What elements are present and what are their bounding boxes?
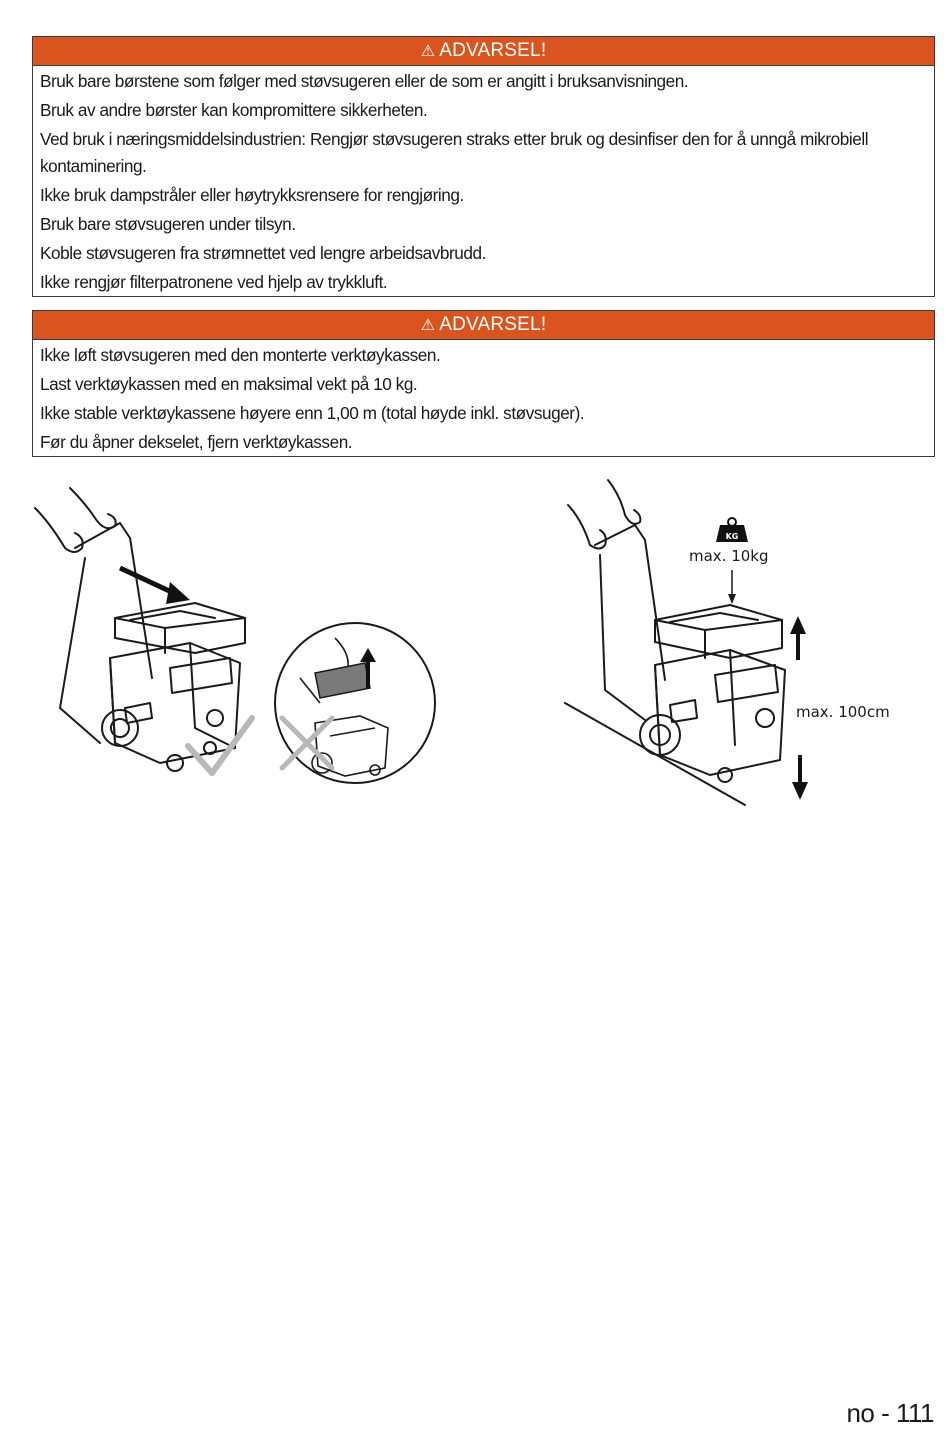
warning-list-2 [33,340,934,456]
max-weight-label: max. 10kg [689,547,769,565]
warning-triangle-icon: ⚠ [420,317,436,334]
max-height-label: max. 100cm [796,703,890,721]
page-number: no - 111 [846,1398,934,1428]
weight-icon-label: KG [725,532,739,541]
warning-title-2: ADVARSEL! [439,314,547,335]
warning-item: Ikke bruk dampstråler eller høytrykksrensere for rengjøring. [40,185,464,205]
warning-item: Bruk bare børstene som følger med støvsugeren eller de som er angitt i bruksanvisningen. [40,71,689,91]
check-mark-icon [188,718,252,773]
warning-list-1 [33,66,934,296]
warning-item: Ikke rengjør filterpatronene ved hjelp av trykkluft. [40,272,388,292]
warning-header-2 [33,311,934,340]
warning-item: Koble støvsugeren fra strømnettet ved lengre arbeidsavbrudd. [40,243,486,263]
warning-item: Ikke stable verktøykassene høyere enn 1,00 m (total høyde inkl. støvsuger). [40,403,585,423]
warning-item: Før du åpner dekselet, fjern verktøykassen. [40,432,353,452]
vacuum-push-illustration [30,478,440,788]
warning-triangle-icon: ⚠ [420,43,436,60]
vacuum-limits-illustration [560,470,940,815]
warning-item: Ikke løft støvsugeren med den monterte verktøykassen. [40,345,441,365]
warning-item: Ved bruk i næringsmiddelsindustrien: Rengjør støvsugeren straks etter bruk og desinfiser den for å unngå mikrobiell kontaminering. [40,129,869,176]
warning-box-1 [32,36,935,297]
warning-item: Bruk av andre børster kan kompromittere sikkerheten. [40,100,428,120]
warning-item: Last verktøykassen med en maksimal vekt på 10 kg. [40,374,418,394]
warning-title-1: ADVARSEL! [439,40,547,61]
warning-header-1 [33,37,934,66]
warning-item: Bruk bare støvsugeren under tilsyn. [40,214,296,234]
warning-box-2 [32,310,935,457]
